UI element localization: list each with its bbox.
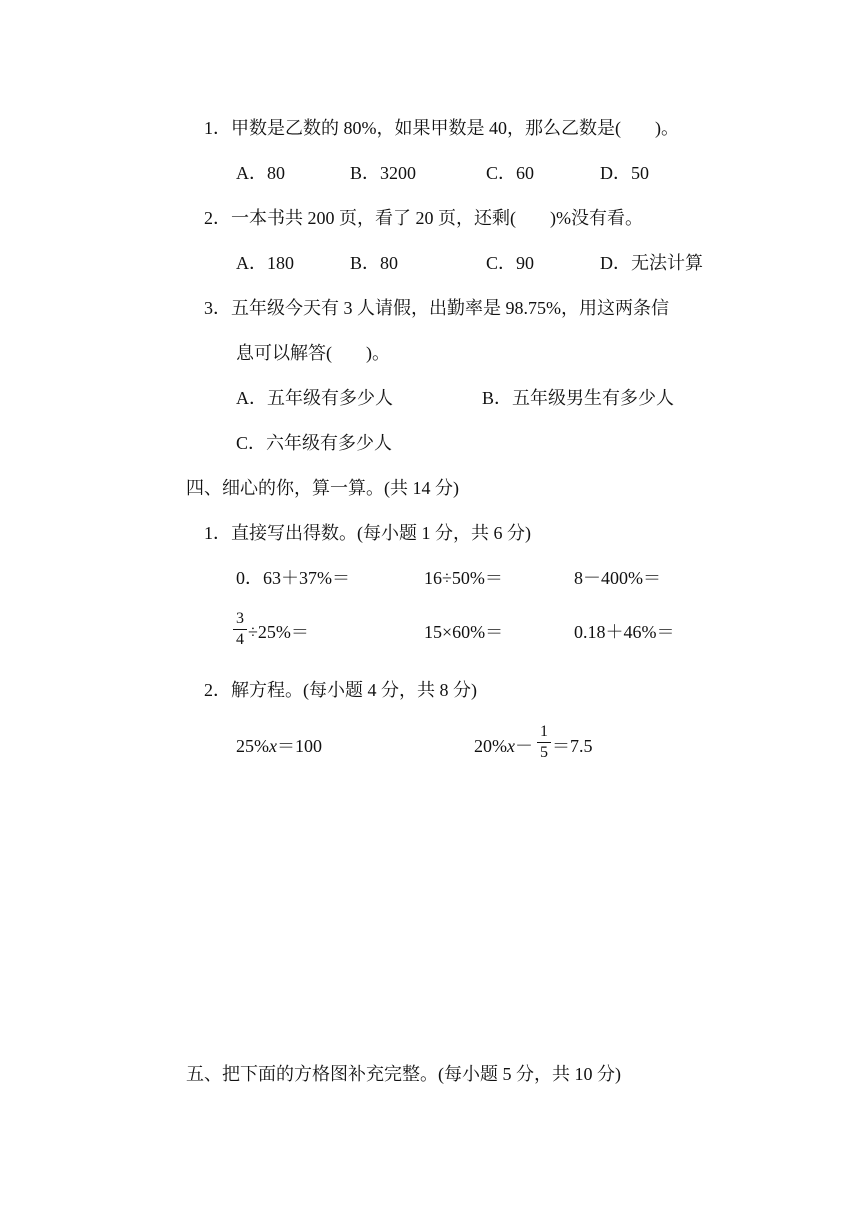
section-4-heading: 四、细心的你，算一算。(共 14 分)	[186, 478, 459, 498]
option-c[interactable]: C．60	[486, 163, 535, 183]
section-5-heading: 五、把下面的方格图补充完整。(每小题 5 分，共 10 分)	[186, 1064, 621, 1084]
calc-item: 16÷50%＝	[424, 568, 503, 588]
calc-item: 0.18＋46%＝	[574, 622, 675, 642]
question-4-2: 2．解方程。(每小题 4 分，共 8 分)	[204, 680, 477, 700]
option-b[interactable]: B．五年级男生有多少人	[482, 388, 675, 408]
equation-1: 25%x＝100	[236, 736, 322, 756]
calc-item: 15×60%＝	[424, 622, 504, 642]
option-c[interactable]: C．90	[486, 253, 535, 273]
option-a[interactable]: A．80	[236, 163, 285, 183]
question-3-3-line2: 息可以解答( )。	[236, 343, 390, 363]
equation-2: 20%x－	[474, 736, 533, 756]
question-3-3: 3．五年级今天有 3 人请假，出勤率是 98.75%，用这两条信	[204, 298, 669, 318]
calc-item: ÷25%＝	[248, 622, 309, 642]
option-a[interactable]: A．180	[236, 253, 294, 273]
fraction-three-quarters: 3 4	[233, 610, 247, 649]
option-b[interactable]: B．3200	[350, 163, 417, 183]
fraction-one-fifth: 1 5	[537, 723, 551, 762]
question-3-1: 1．甲数是乙数的 80%，如果甲数是 40，那么乙数是( )。	[204, 118, 679, 138]
question-4-1: 1．直接写出得数。(每小题 1 分，共 6 分)	[204, 523, 531, 543]
calc-item: 8－400%＝	[574, 568, 661, 588]
option-d[interactable]: D．无法计算	[600, 253, 703, 273]
option-a[interactable]: A．五年级有多少人	[236, 388, 393, 408]
calc-item: 0．63＋37%＝	[236, 568, 350, 588]
option-d[interactable]: D．50	[600, 163, 649, 183]
option-b[interactable]: B．80	[350, 253, 399, 273]
question-3-2: 2．一本书共 200 页，看了 20 页，还剩( )%没有看。	[204, 208, 643, 228]
option-c[interactable]: C．六年级有多少人	[236, 433, 393, 453]
equation-2-rhs: ＝7.5	[552, 736, 593, 756]
